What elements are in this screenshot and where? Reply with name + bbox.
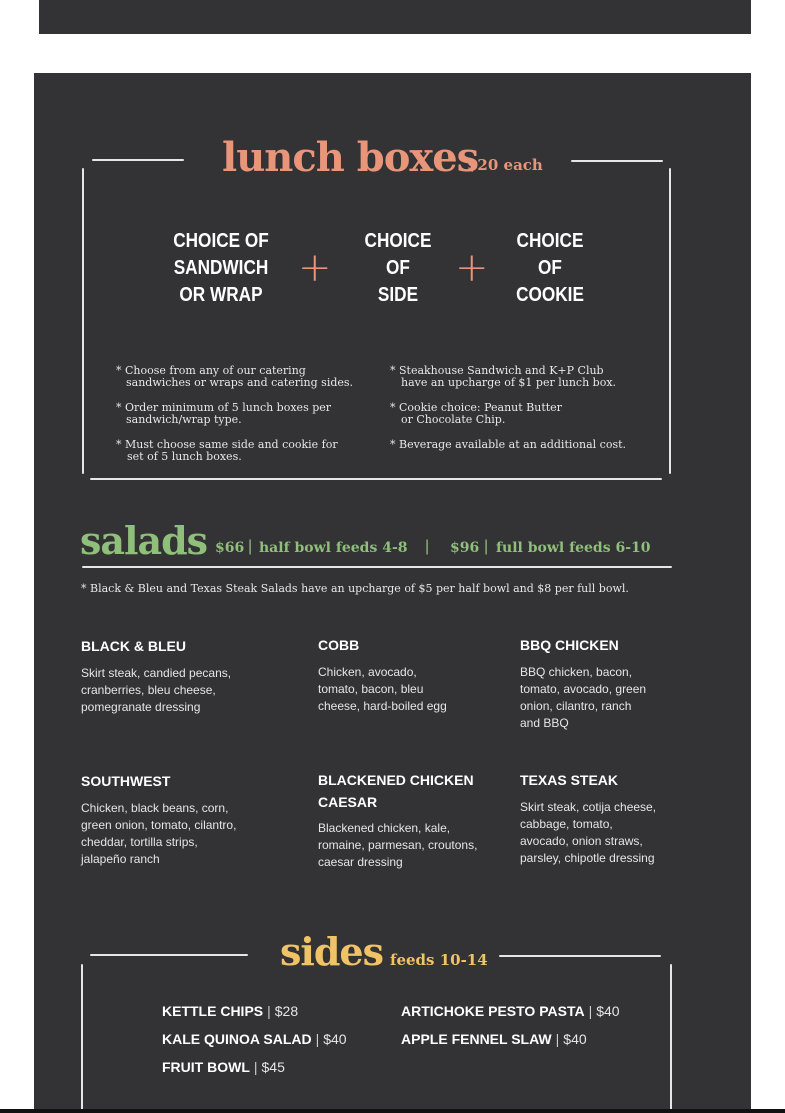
sides-feeds: feeds 10-14 [390, 951, 488, 969]
frame-line-left [81, 964, 83, 1110]
side-item-apple-fennel-slaw: APPLE FENNEL SLAW | $40 [401, 1031, 587, 1047]
side-item-fruit-bowl: FRUIT BOWL | $45 [162, 1059, 285, 1075]
frame-line-top-right [499, 955, 661, 957]
salad-name: BBQ CHICKEN [520, 637, 619, 653]
frame-line-right [670, 964, 672, 1110]
plus-icon: + [455, 245, 489, 291]
plus-icon: + [298, 245, 332, 291]
salad-description: Skirt steak, cotija cheese, cabbage, tomato, avocado, onion straws, parsley, chipotle dressing [520, 800, 657, 865]
sides-title: sides [280, 929, 383, 974]
frame-line-right [669, 168, 671, 474]
choice-cookie: CHOICE OF COOKIE [516, 230, 584, 306]
frame-line-top-right [571, 160, 663, 162]
salad-name: COBB [318, 637, 360, 653]
lunch-boxes-title: lunch boxes [222, 134, 479, 181]
side-item-kettle-chips: KETTLE CHIPS | $28 [162, 1003, 299, 1019]
side-item-kale-quinoa-salad: KALE QUINOA SALAD | $40 [162, 1031, 347, 1047]
side-item-artichoke-pesto-pasta: ARTICHOKE PESTO PASTA | $40 [401, 1003, 620, 1019]
note-beverage: * Beverage available at an additional cost. [390, 438, 627, 451]
note-catering-choice: * Choose from any of our catering sandwiches or wraps and catering sides. [116, 364, 354, 389]
salad-name: BLACK & BLEU [81, 638, 186, 654]
salads-title: salads [80, 518, 208, 563]
frame-line-bottom [90, 478, 662, 480]
choice-side: CHOICE OF SIDE [364, 230, 432, 306]
separator: | [484, 538, 489, 555]
note-upcharge: * Steakhouse Sandwich and K+P Club have an upcharge of $1 per lunch box. [390, 364, 617, 389]
bottom-edge-line [0, 1109, 785, 1113]
salads-half-label: half bowl feeds 4-8 [259, 540, 408, 556]
lunch-boxes-price: $20 each [467, 156, 543, 174]
note-order-minimum: * Order minimum of 5 lunch boxes per sandwich/wrap type. [116, 401, 332, 426]
frame-line-top-left [92, 159, 184, 161]
salad-name: BLACKENED CHICKEN CAESAR [318, 772, 474, 810]
salads-upcharge-note: * Black & Bleu and Texas Steak Salads have an upcharge of $5 per half bowl and $8 per full bowl. [81, 582, 629, 595]
separator: | [425, 538, 430, 555]
top-banner [39, 0, 751, 34]
frame-line-top-left [90, 954, 248, 956]
salads-full-price: $96 [450, 540, 480, 556]
salad-description: Chicken, avocado, tomato, bacon, bleu cheese, hard-boiled egg [318, 665, 447, 713]
salad-description: Skirt steak, candied pecans, cranberries, bleu cheese, pomegranate dressing [81, 666, 232, 714]
salads-half-price: $66 [215, 540, 245, 556]
salad-description: Blackened chicken, kale, romaine, parmesan, croutons, caesar dressing [318, 821, 478, 869]
salad-name: TEXAS STEAK [520, 772, 619, 788]
salads-underline [82, 566, 672, 568]
salad-description: Chicken, black beans, corn, green onion, tomato, cilantro, cheddar, tortilla strips, jalapeño ranch [81, 801, 237, 866]
salads-full-label: full bowl feeds 6-10 [496, 540, 651, 556]
salad-name: SOUTHWEST [81, 773, 171, 789]
frame-line-left [82, 168, 84, 474]
separator: | [248, 538, 253, 555]
salad-description: BBQ chicken, bacon, tomato, avocado, green onion, cilantro, ranch and BBQ [520, 665, 647, 730]
note-same-side-cookie: * Must choose same side and cookie for set of 5 lunch boxes. [116, 438, 338, 463]
note-cookie-choice: * Cookie choice: Peanut Butter or Chocolate Chip. [390, 401, 562, 426]
choice-sandwich: CHOICE OF SANDWICH OR WRAP [173, 230, 269, 306]
